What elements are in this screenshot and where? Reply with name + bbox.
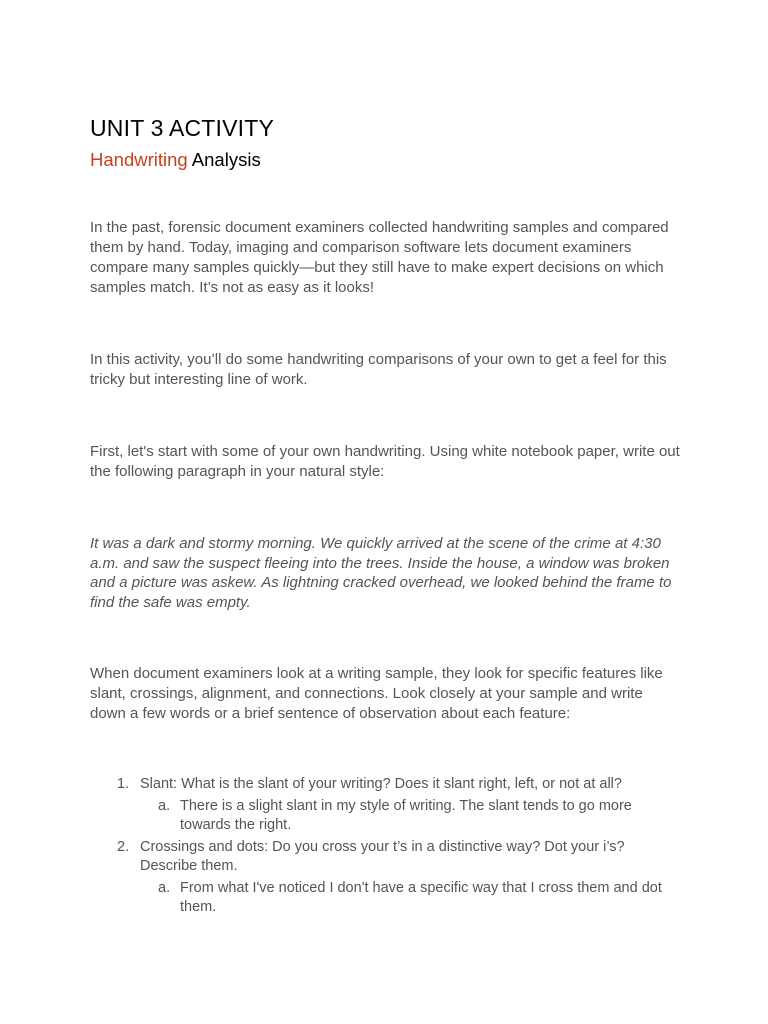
answer-marker: a. xyxy=(158,880,171,896)
activity-paragraph: In this activity, you’ll do some handwriting comparisons of your own to get a feel for this tricky but interesting line of work. xyxy=(90,351,667,388)
intro-paragraph: In the past, forensic document examiners collected handwriting samples and compared them by hand. Today, imaging and comparison software lets document examiners compare many samples quickly—but they still have to make expert decisions on which samples match. It’s not as easy as it looks! xyxy=(90,219,669,296)
sample-paragraph: It was a dark and stormy morning. We quickly arrived at the scene of the crime at 4:30 a.m. and saw the suspect fleeing into the trees. Inside the house, a window was broken and a picture was askew. As lightning cracked overhead, we looked behind the frame to find the safe was empty. xyxy=(90,535,672,611)
features-paragraph: When document examiners look at a writing sample, they look for specific features like slant, crossings, alignment, and connections. Look closely at your sample and write down a few words or a brief sentence of observation about each feature: xyxy=(90,665,663,722)
answer-text: From what I've noticed I don't have a specific way that I cross them and dot them. xyxy=(180,880,662,915)
list-item-number: 1. xyxy=(117,776,130,792)
list-item-question: Slant: What is the slant of your writing? Does it slant right, left, or not at all? xyxy=(140,776,622,792)
list-item-number: 2. xyxy=(117,839,130,855)
subtitle-rest: Analysis xyxy=(187,149,261,170)
answer-marker: a. xyxy=(158,798,171,814)
list-item-answer xyxy=(90,797,682,835)
list-item xyxy=(90,775,682,794)
feature-list xyxy=(90,775,682,920)
list-item-question: Crossings and dots: Do you cross your t’s in a distinctive way? Dot your i’s? Describe them. xyxy=(140,839,625,874)
answer-text: There is a slight slant in my style of writing. The slant tends to go more towards the right. xyxy=(180,798,632,833)
list-item-answer xyxy=(90,879,682,917)
list-item xyxy=(90,838,682,876)
page-subtitle xyxy=(90,149,261,171)
page-title: UNIT 3 ACTIVITY xyxy=(90,115,275,141)
subtitle-accent: Handwriting xyxy=(90,149,188,170)
instruction-paragraph: First, let's start with some of your own handwriting. Using white notebook paper, write out the following paragraph in your natural style: xyxy=(90,443,680,480)
